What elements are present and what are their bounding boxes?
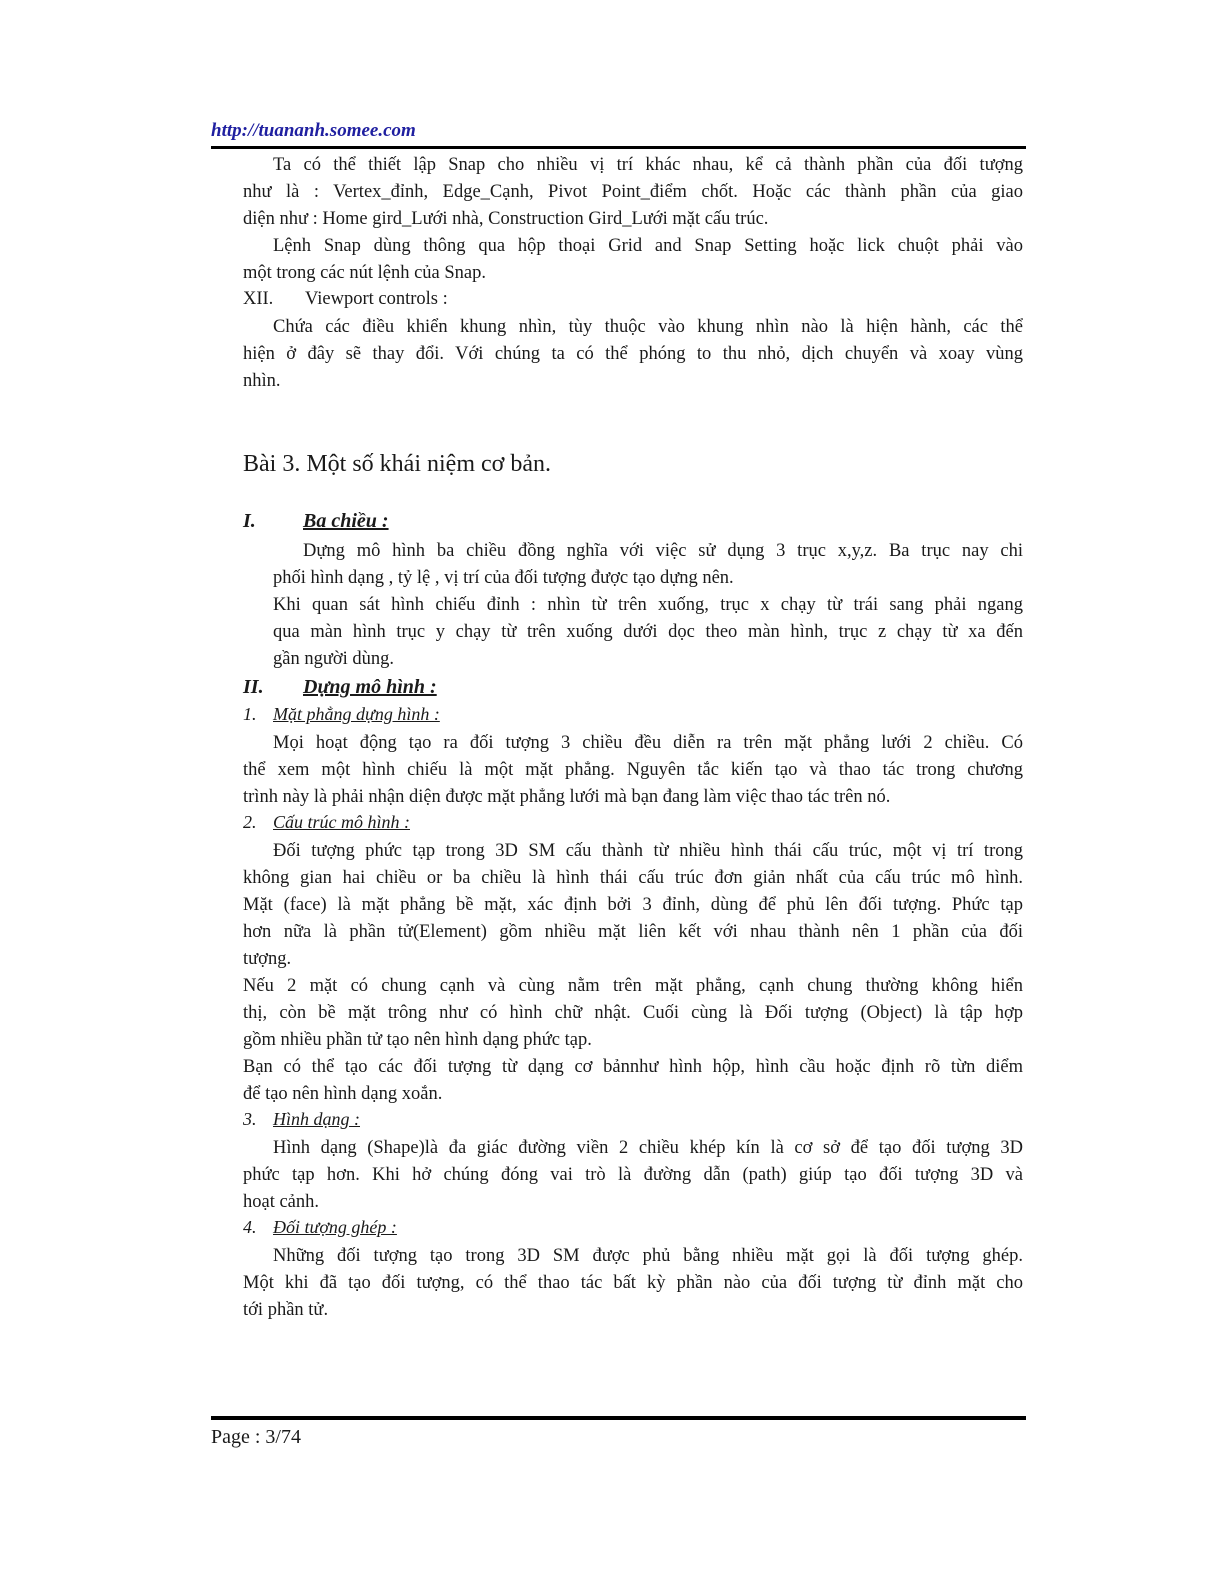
text-line: tới phần tử.	[243, 1300, 329, 1320]
text-line: Khi quan sát hình chiếu đỉnh : nhìn từ trên xuống, trục x chạy từ trái sang phải ngang	[273, 595, 1023, 615]
text-line: diện như : Home gird_Lưới nhà, Construction Gird_Lưới mặt cấu trúc.	[243, 209, 769, 229]
subsection-heading	[243, 704, 440, 725]
subsection-number: 3.	[243, 1109, 257, 1129]
text-line: Chứa các điều khiển khung nhìn, tùy thuộc vào khung nhìn nào là hiện hành, các thể	[273, 317, 1023, 337]
text-line: hơn nữa là phần tử(Element) gồm nhiều mặt liên kết với nhau thành nên 1 phần của đối	[243, 922, 1023, 942]
subsection-number: 4.	[243, 1217, 257, 1237]
text-line: thị, còn bề mặt trông như có hình chữ nhật. Cuối cùng là Đối tượng (Object) là tập hợp	[243, 1003, 1023, 1023]
text-line: qua màn hình trục y chạy từ trên xuống dưới dọc theo màn hình, trục z chạy từ xa đến	[273, 622, 1023, 642]
subsection-title: Hình dạng :	[273, 1109, 360, 1129]
section-title: Dựng mô hình :	[303, 676, 437, 698]
subsection-heading	[243, 1217, 397, 1238]
text-line: Những đối tượng tạo trong 3D SM được phủ bằng nhiều mặt gọi là đối tượng ghép.	[273, 1246, 1023, 1266]
header-divider	[211, 146, 1026, 149]
text-line: gần người dùng.	[273, 649, 395, 669]
text-line: tượng.	[243, 949, 292, 969]
section-number: XII.	[243, 289, 274, 309]
subsection-title: Đối tượng ghép :	[273, 1217, 397, 1237]
text-line: Một khi đã tạo đối tượng, có thể thao tác bất kỳ phần nào của đối tượng từ đỉnh mặt cho	[243, 1273, 1023, 1293]
text-line: Hình dạng (Shape)là đa giác đường viền 2 chiều khép kín là cơ sở để tạo đối tượng 3D	[273, 1138, 1023, 1158]
subsection-heading	[243, 812, 410, 833]
lesson-title: Bài 3. Một số khái niệm cơ bản.	[243, 451, 551, 477]
text-line: gồm nhiều phần tử tạo nên hình dạng phức tạp.	[243, 1030, 592, 1050]
section-title: Ba chiều :	[303, 510, 389, 532]
text-line: phức tạp hơn. Khi hở chúng đóng vai trò là đường dẫn (path) giúp tạo đối tượng 3D và	[243, 1165, 1023, 1185]
text-line: thể xem một hình chiếu là một mặt phẳng. Nguyên tắc kiến tạo và thao tác trong chương	[243, 760, 1023, 780]
subsection-number: 2.	[243, 812, 257, 832]
page-number: Page : 3/74	[211, 1426, 301, 1448]
header-url[interactable]: http://tuananh.somee.com	[211, 120, 416, 141]
text-line: Bạn có thể tạo các đối tượng từ dạng cơ bảnnhư hình hộp, hình cầu hoặc định rõ từn diểm	[243, 1057, 1023, 1077]
text-line: Nếu 2 mặt có chung cạnh và cùng nằm trên mặt phẳng, cạnh chung thường không hiển	[243, 976, 1023, 996]
section-heading-xii	[243, 286, 448, 313]
text-line: Mọi hoạt động tạo ra đối tượng 3 chiều đều diễn ra trên mặt phẳng lưới 2 chiều. Có	[273, 733, 1023, 753]
subsection-title: Cấu trúc mô hình :	[273, 812, 410, 832]
text-line: nhìn.	[243, 371, 281, 391]
subsection-number: 1.	[243, 704, 257, 724]
text-line: hoạt cảnh.	[243, 1192, 320, 1212]
text-line: để tạo nên hình dạng xoắn.	[243, 1084, 443, 1104]
section-title: Viewport controls :	[305, 289, 448, 309]
text-line: hiện ở đây sẽ thay đổi. Với chúng ta có thể phóng to thu nhỏ, dịch chuyển và xoay vùng	[243, 344, 1023, 364]
text-line: Lệnh Snap dùng thông qua hộp thoại Grid and Snap Setting hoặc lick chuột phải vào	[273, 236, 1023, 256]
text-line: Đối tượng phức tạp trong 3D SM cấu thành từ nhiều hình thái cấu trúc, một vị trí trong	[273, 841, 1023, 861]
text-line: như là : Vertex_đỉnh, Edge_Cạnh, Pivot Point_điểm chốt. Hoặc các thành phần của giao	[243, 182, 1023, 202]
section-heading-i	[243, 510, 389, 533]
text-line: trình này là phải nhận diện được mặt phẳng lưới mà bạn đang làm việc thao tác trên nó.	[243, 787, 891, 807]
section-number: II.	[243, 676, 264, 698]
subsection-heading	[243, 1109, 360, 1130]
section-number: I.	[243, 510, 256, 532]
section-heading-ii	[243, 676, 437, 699]
footer-divider	[211, 1416, 1026, 1420]
text-line: phối hình dạng , tỷ lệ , vị trí của đối tượng được tạo dựng nên.	[273, 568, 734, 588]
subsection-title: Mặt phẳng dựng hình :	[273, 704, 440, 724]
text-line: không gian hai chiều or ba chiều là hình thái cấu trúc đơn giản nhất của cấu trúc mô hình.	[243, 868, 1023, 888]
text-line: Dựng mô hình ba chiều đồng nghĩa với việc sử dụng 3 trục x,y,z. Ba trục nay chi	[303, 541, 1023, 561]
text-line: Mặt (face) là mặt phẳng bề mặt, xác định bởi 3 đỉnh, dùng để phủ lên đối tượng. Phức tạp	[243, 895, 1023, 915]
text-line: một trong các nút lệnh của Snap.	[243, 263, 487, 283]
text-line: Ta có thể thiết lập Snap cho nhiều vị trí khác nhau, kể cả thành phần của đối tượng	[273, 155, 1023, 175]
